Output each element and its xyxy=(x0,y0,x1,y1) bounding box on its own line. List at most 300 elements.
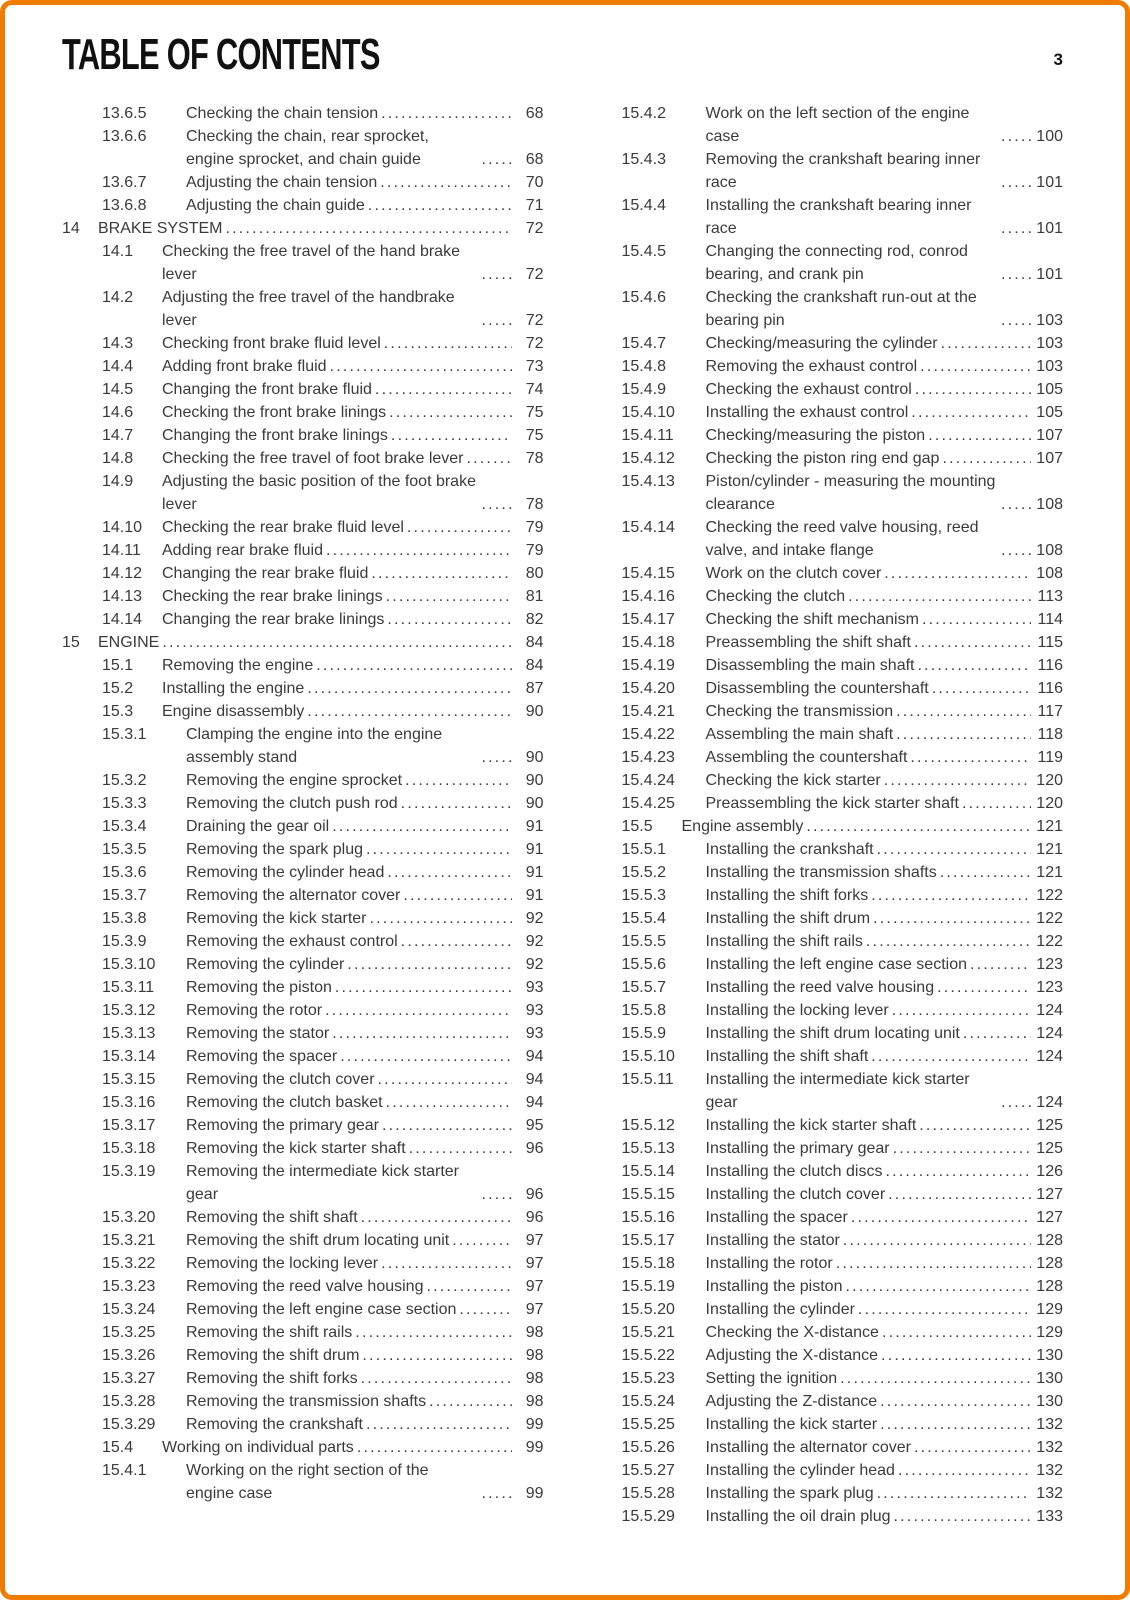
toc-entry-body xyxy=(706,769,1064,792)
toc-entry-number: 15.3.12 xyxy=(102,1002,156,1019)
toc-entry xyxy=(582,470,1064,516)
toc-entry-title: Installing the shift drum locating unit xyxy=(705,1025,960,1042)
toc-entry-title: Checking the shift mechanism xyxy=(705,611,919,628)
toc-entry xyxy=(62,1413,544,1436)
toc-entry-title: Setting the ignition xyxy=(705,1370,838,1387)
toc-entry xyxy=(62,608,544,631)
toc-entry-title: Changing the rear brake linings xyxy=(162,611,385,628)
toc-entry xyxy=(582,1068,1064,1114)
toc-entry-title: Checking the transmission xyxy=(705,703,894,720)
toc-entry xyxy=(62,1298,544,1321)
toc-entry-body xyxy=(162,470,544,516)
toc-entry-number: 15.3.11 xyxy=(102,979,155,996)
toc-dot-leader xyxy=(845,1275,1031,1298)
toc-entry-body xyxy=(706,999,1064,1022)
toc-entry-body xyxy=(162,516,544,539)
toc-entry-body xyxy=(706,677,1064,700)
toc-entry-page: 127 xyxy=(1036,1186,1063,1203)
toc-entry-body xyxy=(706,1137,1064,1160)
toc-dot-leader xyxy=(836,1252,1031,1275)
toc-entry-page: 123 xyxy=(1036,956,1063,973)
toc-entry xyxy=(62,861,544,884)
toc-entry-title: Installing the crankshaft xyxy=(705,841,874,858)
toc-dot-leader xyxy=(332,815,511,838)
toc-entry-page: 128 xyxy=(1036,1255,1063,1272)
toc-entry-body xyxy=(706,1022,1064,1045)
toc-entry-body xyxy=(162,424,544,447)
toc-entry-page: 98 xyxy=(525,1347,544,1364)
toc-entry-page: 105 xyxy=(1036,404,1063,421)
toc-entry-body xyxy=(706,1390,1064,1413)
toc-dot-leader xyxy=(932,677,1031,700)
toc-entry-title: Installing the kick starter shaft xyxy=(705,1117,917,1134)
toc-entry-number: 15.4.7 xyxy=(621,335,666,352)
toc-entry-title: Installing the clutch discs xyxy=(705,1163,883,1180)
toc-entry-title: Removing the clutch cover xyxy=(186,1071,375,1088)
toc-entry-page: 124 xyxy=(1036,1048,1063,1065)
toc-dot-leader xyxy=(401,930,512,953)
toc-entry-title: Installing the clutch cover xyxy=(705,1186,886,1203)
toc-entry-number: 14.14 xyxy=(102,611,143,628)
toc-entry xyxy=(582,1114,1064,1137)
toc-dot-leader xyxy=(340,1045,511,1068)
toc-entry-number: 15.5.15 xyxy=(621,1186,675,1203)
toc-dot-leader xyxy=(307,677,511,700)
toc-entry xyxy=(62,1114,544,1137)
toc-dot-leader xyxy=(884,769,1031,792)
toc-dot-leader xyxy=(851,1206,1031,1229)
toc-entry-page: 97 xyxy=(525,1301,544,1318)
toc-entry xyxy=(62,539,544,562)
toc-entry-number: 15.3.29 xyxy=(102,1416,156,1433)
toc-entry xyxy=(582,677,1064,700)
toc-entry-title: Installing the cylinder xyxy=(705,1301,855,1318)
toc-dot-leader xyxy=(893,1137,1031,1160)
toc-entry-number: 15.3.25 xyxy=(102,1324,156,1341)
toc-entry-body xyxy=(186,838,544,861)
toc-entry-title: Removing the shift drum xyxy=(186,1347,360,1364)
toc-dot-leader xyxy=(880,1390,1031,1413)
toc-entry-page: 99 xyxy=(525,1439,544,1456)
toc-entry-number: 15.4.11 xyxy=(621,427,674,444)
toc-entry-page: 75 xyxy=(525,404,544,421)
toc-entry-page: 90 xyxy=(525,703,544,720)
toc-entry-title: Removing the cylinder xyxy=(186,956,345,973)
toc-entry-title: Removing the cylinder head xyxy=(186,864,385,881)
toc-entry-page: 126 xyxy=(1036,1163,1063,1180)
toc-entry-title: Installing the oil drain plug xyxy=(705,1508,891,1525)
toc-entry-body xyxy=(186,723,544,769)
toc-entry-title: Removing the spacer xyxy=(186,1048,338,1065)
toc-entry-body xyxy=(162,608,544,631)
toc-entry xyxy=(62,631,544,654)
toc-entry-body xyxy=(162,240,544,286)
toc-entry-body xyxy=(186,861,544,884)
toc-entry-body xyxy=(186,1321,544,1344)
toc-entry xyxy=(62,838,544,861)
toc-entry-title: Removing the shift rails xyxy=(186,1324,353,1341)
toc-entry-number: 14.11 xyxy=(102,542,141,559)
toc-entry-body xyxy=(186,1275,544,1298)
toc-entry-body xyxy=(706,1275,1064,1298)
toc-entry-page: 99 xyxy=(525,1485,544,1502)
toc-entry xyxy=(582,1137,1064,1160)
toc-entry-body xyxy=(706,838,1064,861)
toc-entry-number: 15.5.9 xyxy=(621,1025,666,1042)
toc-entry-body xyxy=(706,1344,1064,1367)
toc-entry-page: 132 xyxy=(1036,1416,1063,1433)
toc-entry xyxy=(582,884,1064,907)
toc-entry-number: 14.9 xyxy=(102,473,134,490)
toc-entry-number: 14.13 xyxy=(102,588,143,605)
toc-entry-number: 15.4.18 xyxy=(621,634,675,651)
toc-entry-title: Installing the cylinder head xyxy=(705,1462,895,1479)
toc-dot-leader xyxy=(362,1344,511,1367)
toc-entry xyxy=(582,102,1064,148)
toc-entry xyxy=(582,1045,1064,1068)
toc-entry-page: 75 xyxy=(525,427,544,444)
toc-dot-leader xyxy=(361,1206,512,1229)
toc-entry-title: Work on the clutch cover xyxy=(705,565,882,582)
toc-dot-leader xyxy=(387,608,511,631)
toc-entry xyxy=(582,654,1064,677)
toc-entry xyxy=(62,884,544,907)
toc-entry xyxy=(582,1022,1064,1045)
toc-entry xyxy=(582,861,1064,884)
toc-entry-number: 15.5.19 xyxy=(621,1278,675,1295)
toc-entry-number: 15.4.12 xyxy=(621,450,675,467)
toc-entry-body xyxy=(706,1206,1064,1229)
toc-entry-page: 94 xyxy=(525,1048,544,1065)
toc-entry-body xyxy=(186,792,544,815)
toc-dot-leader xyxy=(1001,309,1031,332)
toc-entry-title: Disassembling the countershaft xyxy=(705,680,929,697)
toc-entry-number: 15.4.15 xyxy=(621,565,675,582)
toc-entry-body xyxy=(162,700,544,723)
toc-entry-number: 15.5.23 xyxy=(621,1370,675,1387)
toc-entry-body xyxy=(706,516,1064,562)
toc-entry-page: 130 xyxy=(1036,1393,1063,1410)
toc-entry-title: Installing the spark plug xyxy=(705,1485,874,1502)
toc-entry-title: Checking the chain, rear sprocket, engine sprocket, and chain guide xyxy=(186,128,429,168)
toc-entry xyxy=(62,217,544,240)
toc-entry-title: Adjusting the Z-distance xyxy=(705,1393,878,1410)
toc-entry-body xyxy=(186,194,544,217)
toc-entry-body xyxy=(706,1229,1064,1252)
toc-entry-title: Assembling the main shaft xyxy=(705,726,894,743)
toc-entry-number: 15.3.27 xyxy=(102,1370,156,1387)
toc-entry xyxy=(582,1505,1064,1528)
toc-entry-number: 15.3.6 xyxy=(102,864,147,881)
toc-entry xyxy=(582,999,1064,1022)
toc-entry-page: 123 xyxy=(1036,979,1063,996)
toc-column-left xyxy=(62,102,544,1528)
toc-entry xyxy=(582,1183,1064,1206)
toc-entry xyxy=(62,792,544,815)
toc-dot-leader xyxy=(355,1321,511,1344)
toc-entry-body xyxy=(186,1229,544,1252)
toc-entry-page: 108 xyxy=(1036,565,1063,582)
toc-entry-page: 73 xyxy=(525,358,544,375)
toc-entry xyxy=(62,1045,544,1068)
toc-dot-leader xyxy=(894,1505,1031,1528)
toc-entry-title: Preassembling the kick starter shaft xyxy=(705,795,959,812)
toc-entry xyxy=(582,815,1064,838)
toc-entry-page: 119 xyxy=(1037,749,1063,766)
toc-entry-number: 15.5.8 xyxy=(621,1002,666,1019)
toc-entry-title: Checking the X-distance xyxy=(705,1324,879,1341)
page-header xyxy=(62,30,1063,79)
toc-entry-body xyxy=(706,654,1064,677)
toc-columns xyxy=(62,102,1063,1528)
toc-entry-title: Removing the kick starter xyxy=(186,910,367,927)
toc-entry-page: 124 xyxy=(1036,1002,1063,1019)
toc-entry-page: 115 xyxy=(1037,634,1063,651)
toc-entry-body xyxy=(186,815,544,838)
toc-dot-leader xyxy=(871,1045,1031,1068)
toc-entry-number: 15.3.26 xyxy=(102,1347,156,1364)
toc-entry-title: Removing the crankshaft xyxy=(186,1416,363,1433)
toc-entry-number: 14.12 xyxy=(102,565,143,582)
toc-entry-page: 92 xyxy=(525,933,544,950)
toc-dot-leader xyxy=(911,401,1031,424)
toc-dot-leader xyxy=(482,309,512,332)
toc-entry-body xyxy=(186,884,544,907)
toc-entry xyxy=(62,562,544,585)
toc-dot-leader xyxy=(877,1482,1031,1505)
toc-entry xyxy=(62,1252,544,1275)
toc-entry-body xyxy=(186,102,544,125)
toc-entry-number: 15.5.12 xyxy=(621,1117,675,1134)
toc-entry-number: 15.3.8 xyxy=(102,910,147,927)
toc-entry-body xyxy=(186,1344,544,1367)
toc-dot-leader xyxy=(366,838,512,861)
toc-entry-title: Installing the exhaust control xyxy=(705,404,909,421)
toc-entry-body xyxy=(706,723,1064,746)
toc-entry-body xyxy=(186,1114,544,1137)
toc-entry-title: Adding front brake fluid xyxy=(162,358,327,375)
toc-entry xyxy=(582,608,1064,631)
toc-entry-number: 15.5.24 xyxy=(621,1393,675,1410)
toc-entry-number: 15 xyxy=(62,634,80,651)
toc-entry-page: 124 xyxy=(1036,1094,1063,1111)
toc-dot-leader xyxy=(386,1091,512,1114)
toc-entry-title: Checking the rear brake fluid level xyxy=(162,519,404,536)
toc-entry xyxy=(582,1229,1064,1252)
toc-dot-leader xyxy=(326,539,512,562)
toc-entry-number: 15.5.29 xyxy=(621,1508,675,1525)
toc-entry-number: 15.5.2 xyxy=(621,864,666,881)
toc-entry xyxy=(582,240,1064,286)
toc-entry-body xyxy=(706,355,1064,378)
toc-entry-number: 15.5.7 xyxy=(621,979,666,996)
toc-entry-page: 68 xyxy=(525,105,544,122)
toc-entry xyxy=(582,401,1064,424)
toc-dot-leader xyxy=(848,585,1031,608)
toc-entry-page: 125 xyxy=(1036,1117,1063,1134)
toc-entry-body xyxy=(706,401,1064,424)
toc-entry-page: 118 xyxy=(1037,726,1063,743)
toc-entry-body xyxy=(706,1367,1064,1390)
toc-dot-leader xyxy=(482,263,512,286)
toc-entry xyxy=(62,1390,544,1413)
toc-entry-number: 15.5.25 xyxy=(621,1416,675,1433)
toc-entry-title: Installing the locking lever xyxy=(705,1002,889,1019)
toc-entry-page: 98 xyxy=(525,1370,544,1387)
toc-entry-page: 94 xyxy=(525,1094,544,1111)
toc-dot-leader xyxy=(482,746,512,769)
toc-entry xyxy=(582,1367,1064,1390)
toc-entry xyxy=(62,815,544,838)
toc-entry-page: 130 xyxy=(1036,1370,1063,1387)
toc-entry-page: 103 xyxy=(1036,358,1063,375)
toc-entry-title: Installing the spacer xyxy=(705,1209,848,1226)
toc-dot-leader xyxy=(920,355,1031,378)
toc-dot-leader xyxy=(325,999,511,1022)
toc-entry-page: 74 xyxy=(525,381,544,398)
toc-dot-leader xyxy=(882,1321,1031,1344)
toc-entry-number: 15.4.22 xyxy=(621,726,675,743)
toc-dot-leader xyxy=(307,700,511,723)
toc-entry-page: 103 xyxy=(1036,312,1063,329)
toc-dot-leader xyxy=(357,1436,512,1459)
toc-entry-page: 101 xyxy=(1036,266,1063,283)
toc-entry-page: 97 xyxy=(525,1232,544,1249)
toc-entry-title: Checking the exhaust control xyxy=(705,381,912,398)
toc-entry xyxy=(582,1344,1064,1367)
toc-entry-body xyxy=(162,562,544,585)
toc-entry-title: Installing the rotor xyxy=(705,1255,833,1272)
toc-entry xyxy=(62,1275,544,1298)
toc-entry xyxy=(582,1275,1064,1298)
toc-entry-number: 15.3.22 xyxy=(102,1255,156,1272)
toc-entry-number: 15.4.9 xyxy=(621,381,666,398)
toc-entry-number: 15.5 xyxy=(621,818,653,835)
toc-entry-page: 68 xyxy=(525,151,544,168)
toc-entry xyxy=(62,953,544,976)
toc-entry-number: 15.5.20 xyxy=(621,1301,675,1318)
toc-entry-page: 98 xyxy=(525,1393,544,1410)
toc-entry-page: 84 xyxy=(525,657,544,674)
toc-entry-page: 72 xyxy=(525,266,544,283)
toc-entry-body xyxy=(706,1252,1064,1275)
toc-entry xyxy=(62,424,544,447)
toc-dot-leader xyxy=(896,700,1031,723)
toc-entry-page: 129 xyxy=(1036,1324,1063,1341)
toc-entry-body xyxy=(706,148,1064,194)
toc-entry-page: 80 xyxy=(525,565,544,582)
toc-dot-leader xyxy=(922,608,1031,631)
toc-entry-title: Checking/measuring the cylinder xyxy=(705,335,938,352)
toc-entry xyxy=(62,1068,544,1091)
toc-dot-leader xyxy=(467,447,512,470)
toc-entry-number: 14 xyxy=(62,220,80,237)
toc-dot-leader xyxy=(910,746,1031,769)
toc-entry-body xyxy=(186,1298,544,1321)
toc-entry xyxy=(62,286,544,332)
toc-entry-page: 103 xyxy=(1036,335,1063,352)
toc-dot-leader xyxy=(877,838,1031,861)
toc-entry-page: 124 xyxy=(1036,1025,1063,1042)
toc-entry-page: 96 xyxy=(525,1186,544,1203)
toc-entry-title: Installing the shift rails xyxy=(705,933,863,950)
toc-entry-page: 92 xyxy=(525,910,544,927)
toc-entry-number: 15.4.5 xyxy=(621,243,666,260)
toc-entry xyxy=(582,1436,1064,1459)
toc-entry-body xyxy=(186,907,544,930)
toc-entry xyxy=(62,516,544,539)
toc-dot-leader xyxy=(330,355,512,378)
toc-entry xyxy=(62,401,544,424)
toc-entry-title: Work on the left section of the engine case xyxy=(705,105,970,145)
toc-entry-title: Installing the kick starter xyxy=(705,1416,878,1433)
toc-entry-page: 78 xyxy=(525,496,544,513)
toc-dot-leader xyxy=(1001,1091,1031,1114)
toc-entry-number: 15.3.28 xyxy=(102,1393,156,1410)
toc-entry-body xyxy=(706,378,1064,401)
toc-dot-leader xyxy=(380,171,511,194)
toc-entry-title: Installing the shift forks xyxy=(705,887,869,904)
toc-entry-page: 72 xyxy=(525,220,544,237)
toc-dot-leader xyxy=(858,1298,1031,1321)
toc-entry xyxy=(582,723,1064,746)
toc-entry-page: 120 xyxy=(1036,795,1063,812)
toc-entry-body xyxy=(706,286,1064,332)
toc-entry-number: 15.4.4 xyxy=(621,197,666,214)
toc-entry xyxy=(62,332,544,355)
toc-entry-title: Removing the rotor xyxy=(186,1002,323,1019)
toc-dot-leader xyxy=(880,1413,1031,1436)
toc-entry-number: 15.5.6 xyxy=(621,956,666,973)
toc-entry-title: Removing the exhaust control xyxy=(186,933,398,950)
toc-entry-title: Changing the rear brake fluid xyxy=(162,565,369,582)
toc-entry-title: Installing the engine xyxy=(162,680,305,697)
toc-entry-body xyxy=(706,930,1064,953)
toc-entry-body xyxy=(186,1137,544,1160)
toc-entry-number: 14.8 xyxy=(102,450,134,467)
toc-entry-number: 15.5.27 xyxy=(621,1462,675,1479)
toc-dot-leader xyxy=(1001,539,1031,562)
toc-entry-body xyxy=(706,1321,1064,1344)
toc-dot-leader xyxy=(914,1436,1031,1459)
toc-entry-body xyxy=(706,1068,1064,1114)
toc-entry-number: 15.3.16 xyxy=(102,1094,156,1111)
toc-dot-leader xyxy=(381,1252,511,1275)
page-title: TABLE OF CONTENTS xyxy=(62,30,380,79)
toc-entry-body xyxy=(706,194,1064,240)
toc-entry-body xyxy=(186,1022,544,1045)
toc-entry-title: Checking the free travel of the hand brake lever xyxy=(162,243,460,283)
toc-entry-page: 79 xyxy=(525,519,544,536)
toc-entry-title: Engine disassembly xyxy=(162,703,305,720)
toc-entry-body xyxy=(682,815,1064,838)
toc-entry-title: Checking front brake fluid level xyxy=(162,335,381,352)
toc-entry-body xyxy=(706,953,1064,976)
toc-entry-body xyxy=(186,1160,544,1206)
toc-entry-page: 108 xyxy=(1036,496,1063,513)
toc-entry-page: 91 xyxy=(525,818,544,835)
toc-entry xyxy=(62,470,544,516)
toc-entry-page: 91 xyxy=(525,841,544,858)
toc-entry-title: Removing the shift drum locating unit xyxy=(186,1232,450,1249)
toc-entry xyxy=(582,792,1064,815)
toc-dot-leader xyxy=(403,884,511,907)
toc-entry-body xyxy=(706,1114,1064,1137)
toc-entry-number: 15.3.18 xyxy=(102,1140,156,1157)
toc-entry-number: 15.3.17 xyxy=(102,1117,156,1134)
toc-entry xyxy=(62,700,544,723)
toc-entry-number: 14.7 xyxy=(102,427,134,444)
